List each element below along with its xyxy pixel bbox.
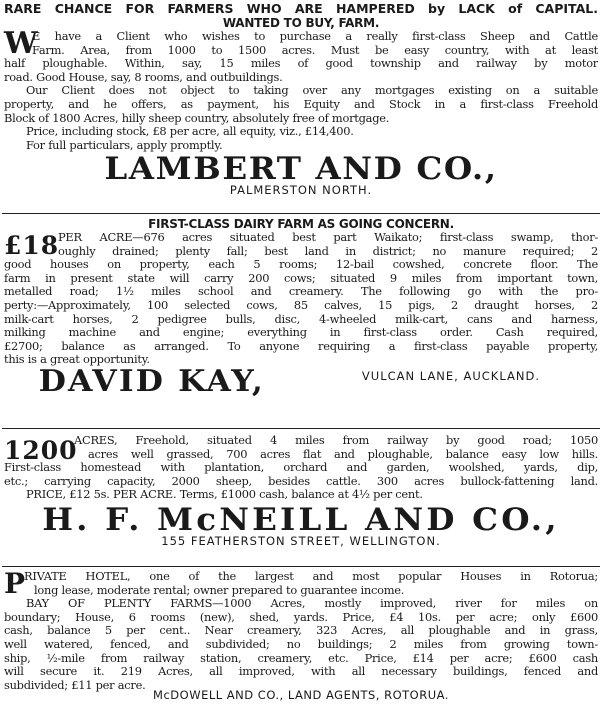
ad2-heading: FIRST-CLASS DAIRY FARM AS GOING CONCERN. — [148, 217, 454, 231]
ad1-firm-address: PALMERSTON NORTH. — [229, 184, 373, 198]
ad2-closing-text: this is a great opportunity. — [4, 353, 150, 367]
ad-lambert-and-co — [4, 2, 598, 198]
ad4-line: well watered, fenced, and subdivided; no buildings; 2 miles from growing town- — [4, 637, 598, 651]
ad-mcdowell-and-co — [4, 567, 598, 703]
ad3-line: ACRES, Freehold, situated 4 miles from railway by good road; 1050 — [74, 434, 598, 447]
ad4-drop-letter: P — [4, 567, 26, 600]
ad4-line: cash, balance 5 per cent.. Near creamery, 323 Acres, all ploughable and in grass, — [4, 624, 598, 638]
ad2-line: milking machine and engine; everything in first-class order. Cash required, — [4, 326, 598, 340]
ad4-line: ship, ½-mile from railway station, creamery, etc. Price, £14 per acre; £600 cash — [4, 651, 598, 665]
ad3-firm-name: H. F. McNEILL AND CO., — [42, 504, 560, 535]
ad4-line: long lease, moderate rental; owner prepared to guarantee income. — [34, 583, 405, 597]
ad3-line: First-class homestead with plantation, orchard and garden, woolshed, yards, dip, — [4, 461, 598, 475]
ad1-line: Block of 1800 Acres, hilly sheep country, absolutely free of mortgage. — [4, 111, 390, 125]
ad1-heading: RARE CHANCE FOR FARMERS WHO ARE HAMPERED by LACK of CAPITAL. — [4, 2, 598, 16]
ad3-acreage-number: 1200 — [4, 436, 78, 465]
ad2-line: £2700; balance as arranged. To anyone requiring a first-class payable property, — [4, 339, 598, 353]
ad1-drop-letter: W — [4, 26, 38, 61]
ad2-line: PER ACRE—676 acres situated best part Waikato; first-class swamp, thor- — [58, 231, 598, 244]
ad2-line: good houses on property, each 5 rooms; 12-bail cowshed, concrete floor. The — [4, 258, 598, 272]
ad2-signature-row — [4, 363, 598, 399]
ad2-line: oughly drained; plenty fall; best land in district; no manure required; 2 — [58, 244, 598, 258]
ad4-footer: McDOWELL AND CO., LAND AGENTS, ROTORUA. — [153, 689, 449, 703]
ad-hf-mcneill — [4, 434, 598, 549]
ad3-firm-address: 155 FEATHERSTON STREET, WELLINGTON. — [161, 534, 441, 548]
ad2-reference-number — [551, 353, 592, 355]
ad3-line: PRICE, £12 5s. PER ACRE. Terms, £1000 cash, balance at 4½ per cent. — [26, 488, 423, 502]
ad1-line: Our Client does not object to taking over any mortgages existing on a suitable — [26, 84, 598, 98]
divider-rule — [2, 566, 600, 567]
ad4-line: boundary; House, 6 rooms (new), shed, yards. Price, £4 10s. per acre; only £600 — [4, 610, 598, 624]
ad1-line: E have a Client who wishes to purchase a really first-class Sheep and Cattle — [32, 30, 598, 43]
ad2-line: milk-cart horses, 2 pedigree bulls, disc, 4-wheeled milk-cart, cans and harness, — [4, 312, 598, 326]
ad2-firm-name: DAVID KAY, — [38, 363, 265, 399]
ad1-line: For full particulars, apply promptly. — [26, 138, 223, 152]
divider-rule — [2, 428, 600, 429]
ad1-subheading: WANTED TO BUY, FARM. — [222, 16, 380, 30]
ad4-line: subdivided; £11 per acre. — [4, 678, 146, 692]
ad4-line: BAY OF PLENTY FARMS—1000 Acres, mostly improved, river for miles on — [26, 597, 598, 611]
ad-david-kay — [4, 217, 598, 397]
ad3-line: etc.; carrying capacity, 2000 sheep, besides cattle. 300 acres bullock-fattening land. — [4, 474, 598, 488]
ad2-firm-address: VULCAN LANE, AUCKLAND. — [361, 368, 540, 383]
ad1-line: half ploughable. Within, say, 15 miles of good township and railway by motor — [4, 57, 598, 71]
ad2-line: metalled road; 1½ miles school and creamery. The following go with the pro- — [4, 285, 598, 299]
ad3-line: acres well grassed, 700 acres flat and ploughable, balance easy low hills. — [88, 447, 598, 461]
ad2-line: farm in present state will carry 200 cows; situated 9 miles from important town, — [4, 271, 598, 285]
ad2-line: perty:—Approximately, 100 selected cows, 85 calves, 15 pigs, 2 draught horses, 2 — [4, 298, 598, 312]
divider-rule — [2, 213, 600, 214]
ad1-firm-name: LAMBERT AND CO., — [104, 154, 498, 185]
ad1-line: road. Good House, say, 8 rooms, and outbuildings. — [4, 70, 283, 84]
ad1-line: property, and he offers, as payment, his Equity and Stock in a first-class Freehold — [4, 97, 598, 111]
ad1-line: Price, including stock, £8 per acre, all equity, viz., £14,400. — [26, 125, 354, 139]
ad4-line: RIVATE HOTEL, one of the largest and most popular Houses in Rotorua; — [24, 570, 598, 583]
ad1-line: Farm. Area, from 1000 to 1500 acres. Must be easy country, with at least — [32, 43, 598, 57]
ad4-line: will secure it. 219 Acres, all improved, with all necessary buildings, fenced and — [4, 665, 598, 679]
ad2-price: £18 — [4, 231, 60, 260]
